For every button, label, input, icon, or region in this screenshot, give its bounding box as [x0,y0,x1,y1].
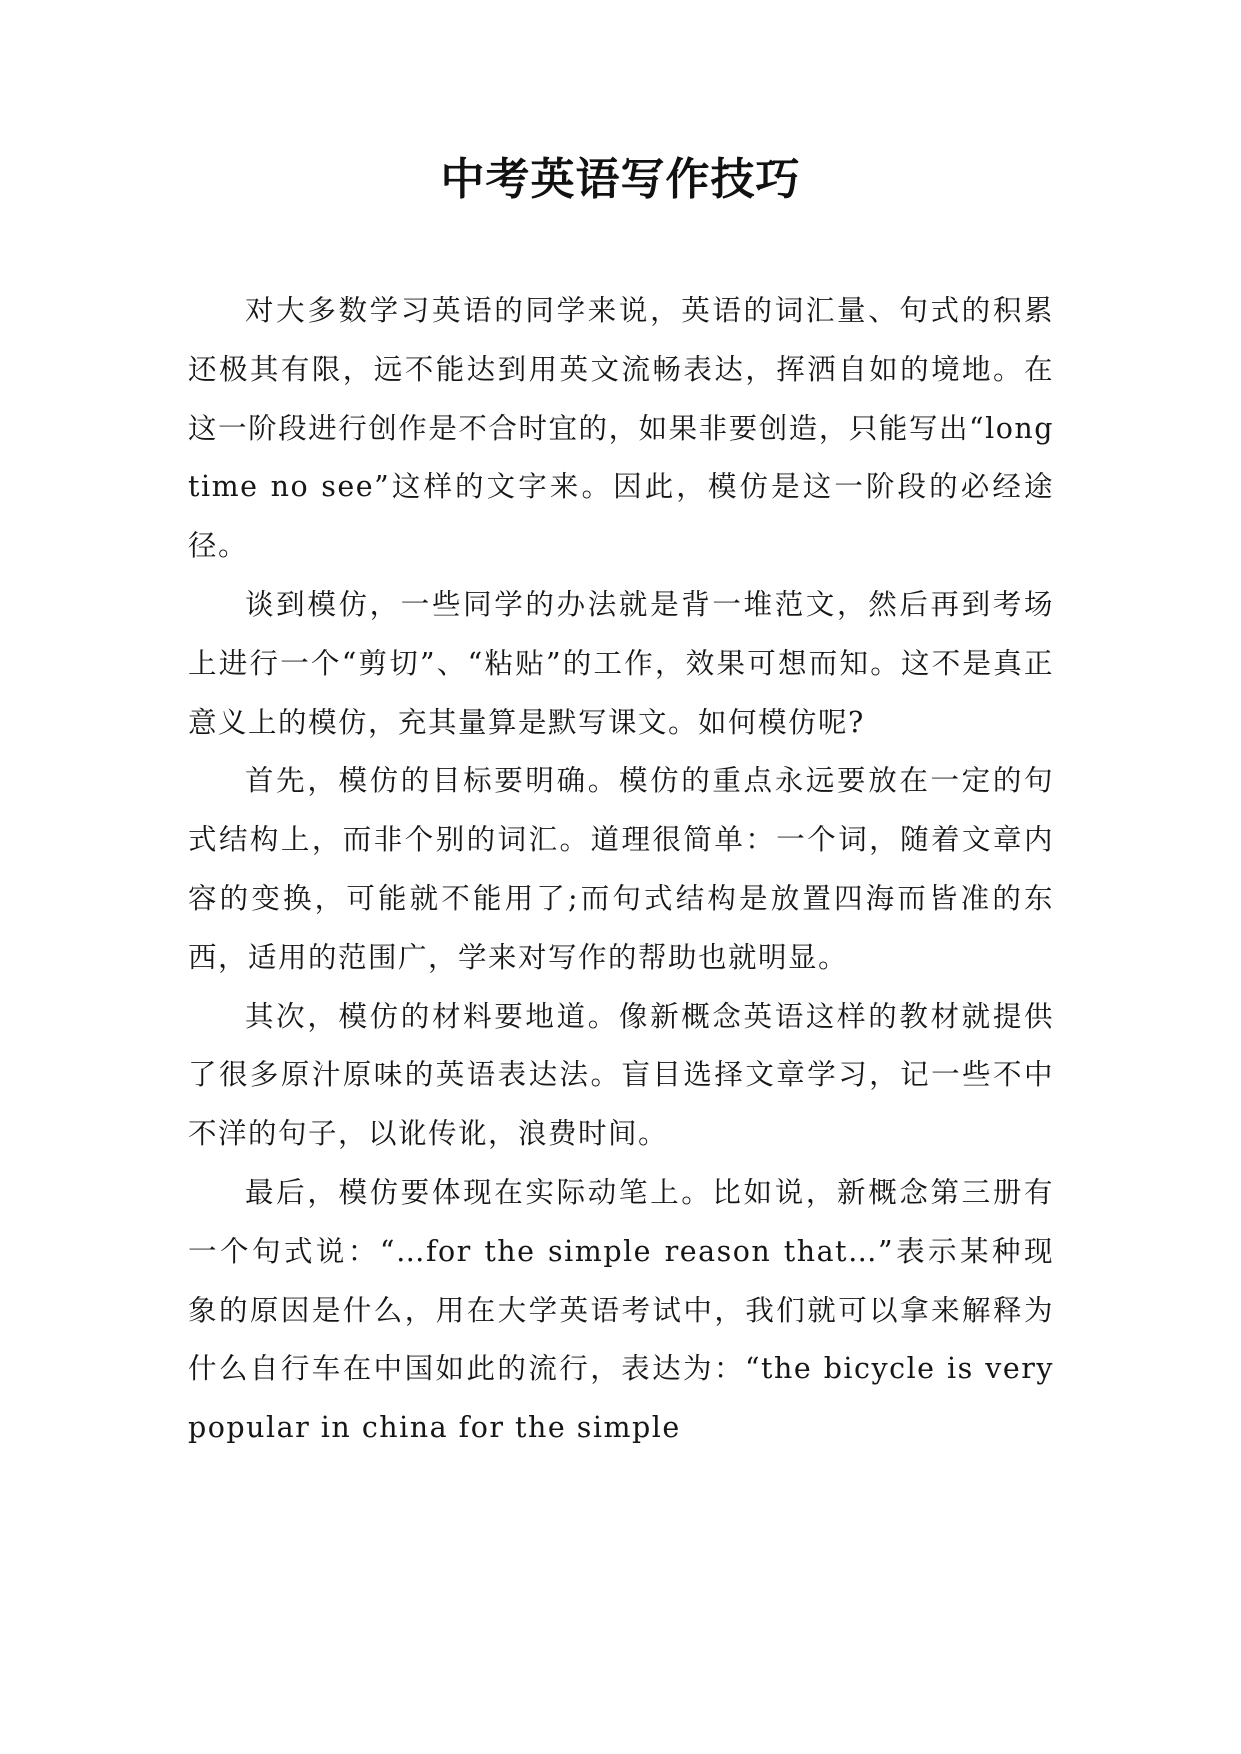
document-body [188,282,1054,1458]
paragraph: 其次，模仿的材料要地道。像新概念英语这样的教材就提供了很多原汁原味的英语表达法。盲目选择文章学习，记一些不中不洋的句子，以讹传讹，浪费时间。 [188,999,1054,1151]
paragraph: 对大多数学习英语的同学来说，英语的词汇量、句式的积累还极其有限，远不能达到用英文流畅表达，挥洒自如的境地。在这一阶段进行创作是不合时宜的，如果非要创造，只能写出“long time no see”这样的文字来。因此，模仿是这一阶段的必经途径。 [188,294,1054,563]
document-title: 中考英语写作技巧 [440,154,801,205]
paragraph: 最后，模仿要体现在实际动笔上。比如说，新概念第三册有一个句式说：“…for the simple reason that…”表示某种现象的原因是什么，用在大学英语考试中，我们就可以拿来解释为什么自行车在中国如此的流行，表达为：“the bicycle is very popular in china for the simple [188,1175,1054,1445]
paragraph: 谈到模仿，一些同学的办法就是背一堆范文，然后再到考场上进行一个“剪切”、“粘贴”的工作，效果可想而知。这不是真正意义上的模仿，充其量算是默写课文。如何模仿呢? [188,587,1054,739]
paragraph: 首先，模仿的目标要明确。模仿的重点永远要放在一定的句式结构上，而非个别的词汇。道理很简单：一个词，随着文章内容的变换，可能就不能用了;而句式结构是放置四海而皆准的东西，适用的范围广，学来对写作的帮助也就明显。 [188,764,1054,974]
